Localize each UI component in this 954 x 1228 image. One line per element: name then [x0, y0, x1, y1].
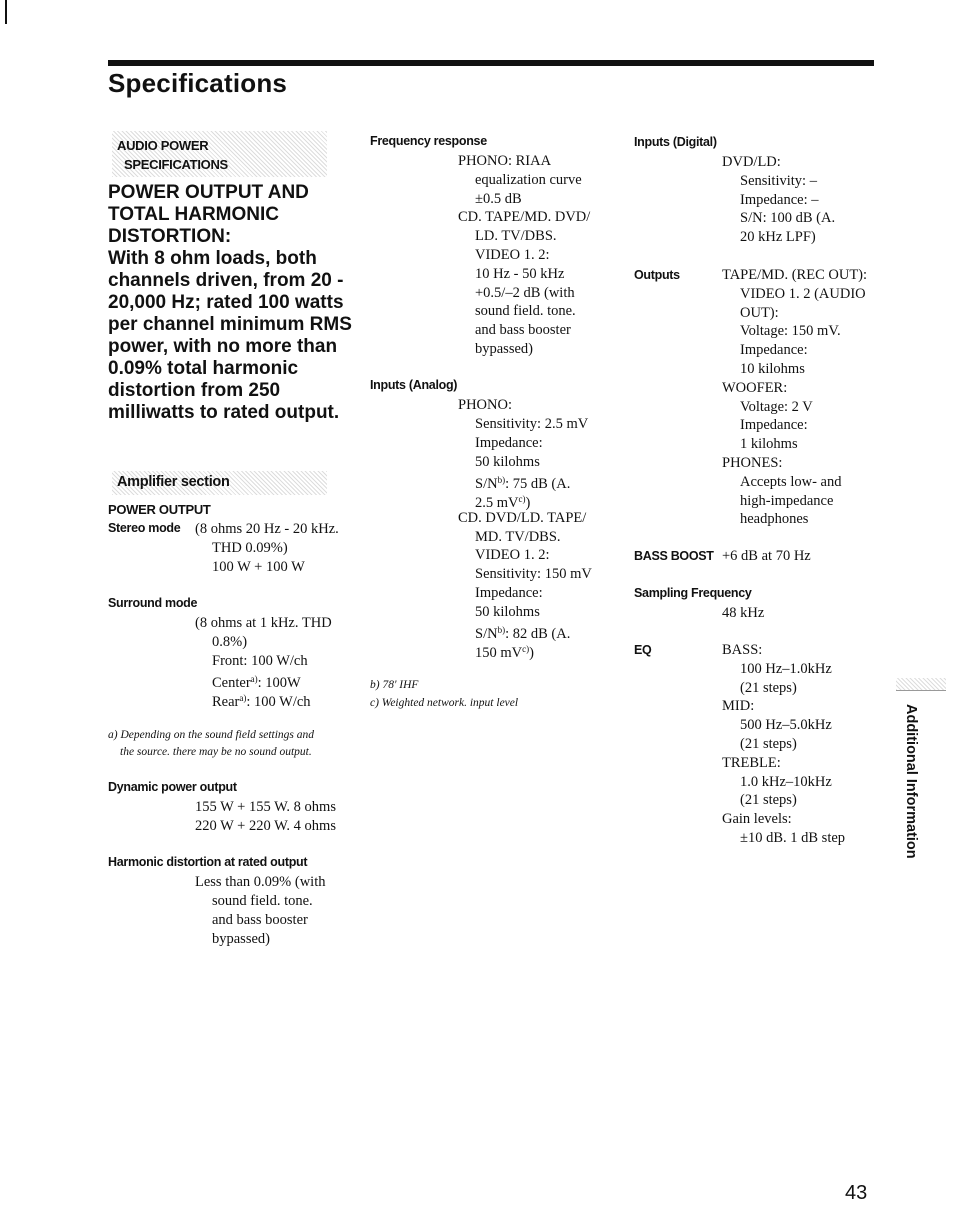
eq-values — [722, 641, 845, 848]
frequency-response-label: Frequency response — [370, 134, 487, 148]
spec-line: high-impedance — [740, 492, 834, 509]
side-tab-marker — [896, 678, 946, 691]
phono-label: PHONO: — [458, 397, 512, 413]
footnote-ref-a: a) — [239, 693, 247, 703]
dynamic-power-1: 155 W + 155 W. 8 ohms — [195, 799, 336, 815]
footnote-a-1: a) Depending on the sound field settings and — [108, 729, 315, 741]
phono-sn-value: : 75 dB (A. — [505, 476, 571, 492]
spec-line: VIDEO 1. 2: — [475, 246, 550, 263]
statement-line: milliwatts to rated output. — [108, 402, 340, 423]
spec-line: +0.5/–2 dB (with — [475, 284, 575, 301]
spec-line: TAPE/MD. (REC OUT): — [722, 267, 868, 283]
spec-line: Gain levels: — [722, 811, 792, 828]
spec-line: (21 steps) — [740, 735, 797, 752]
cd-sn-level — [475, 640, 534, 663]
harmonic-3: and bass booster — [212, 912, 308, 928]
cd-line-1: CD. DVD/LD. TAPE/ — [458, 510, 587, 526]
spec-line: 1 kilohms — [740, 436, 798, 453]
spec-line: bypassed) — [475, 340, 533, 357]
sampling-frequency-value: 48 kHz — [722, 605, 765, 621]
stereo-value-1: (8 ohms 20 Hz - 20 kHz. — [195, 521, 339, 537]
spec-line: (21 steps) — [740, 679, 797, 696]
spec-line: ±0.5 dB — [475, 190, 522, 207]
spec-line: Impedance: – — [740, 191, 819, 208]
surround-value-2: 0.8%) — [212, 634, 248, 650]
spec-line: headphones — [740, 511, 809, 528]
cd-sensitivity: Sensitivity: 150 mV — [475, 566, 592, 582]
dynamic-power-label: Dynamic power output — [108, 780, 237, 794]
statement-line: channels driven, from 20 - — [108, 270, 344, 291]
statement-line: distortion from 250 — [108, 380, 281, 401]
spec-line: Voltage: 2 V — [740, 398, 813, 415]
audio-power-heading: AUDIO POWER — [117, 138, 209, 153]
phono-sensitivity: Sensitivity: 2.5 mV — [475, 416, 589, 432]
dynamic-power-2: 220 W + 220 W. 4 ohms — [195, 818, 336, 834]
spec-line: 10 kilohms — [740, 360, 805, 377]
cd-line-2: MD. TV/DBS. — [475, 529, 561, 545]
spec-line: PHONES: — [722, 454, 783, 471]
cd-kilohms: 50 kilohms — [475, 604, 540, 620]
spec-line: and bass booster — [475, 322, 571, 339]
spec-line: 10 Hz - 50 kHz — [475, 265, 565, 282]
spec-line: equalization curve — [475, 171, 582, 188]
inputs-digital-label: Inputs (Digital) — [634, 135, 717, 149]
cd-sn-level-value: 150 mV — [475, 645, 523, 661]
cd-sn-value: : 82 dB (A. — [505, 626, 571, 642]
footnote-c: c) Weighted network. input level — [370, 697, 519, 709]
outputs-label: Outputs — [634, 268, 680, 282]
spec-line: S/N: 100 dB (A. — [740, 210, 836, 227]
statement-line: TOTAL HARMONIC — [108, 204, 279, 225]
bass-boost-label: BASS BOOST — [634, 549, 714, 563]
spec-line: 1.0 kHz–10kHz — [740, 773, 832, 790]
phono-impedance: Impedance: — [475, 435, 543, 451]
spec-line: (21 steps) — [740, 792, 797, 809]
statement-line: 20,000 Hz; rated 100 watts — [108, 292, 344, 313]
stereo-mode-label: Stereo mode — [108, 521, 181, 535]
sn-label: S/N — [475, 626, 498, 642]
harmonic-distortion-label: Harmonic distortion at rated output — [108, 855, 308, 869]
spec-line: WOOFER: — [722, 379, 788, 396]
surround-mode-label: Surround mode — [108, 596, 198, 610]
side-tab-label: Additional Information — [903, 704, 919, 859]
amplifier-section-heading: Amplifier section — [117, 474, 230, 490]
spec-line: ±10 dB. 1 dB step — [740, 829, 846, 846]
stereo-value-2: THD 0.09%) — [212, 540, 288, 556]
frequency-response-values — [458, 152, 590, 359]
header-rule — [108, 60, 874, 66]
sampling-frequency-label: Sampling Frequency — [634, 586, 752, 600]
spec-line: OUT): — [740, 304, 779, 321]
close-paren: ) — [529, 645, 534, 661]
cd-line-3: VIDEO 1. 2: — [475, 547, 550, 563]
statement-line: power, with no more than — [108, 336, 338, 357]
eq-label: EQ — [634, 643, 652, 657]
spec-line: LD. TV/DBS. — [475, 228, 557, 245]
edge-mark — [5, 0, 7, 24]
spec-line: Impedance: — [740, 417, 808, 434]
center-value: : 100W — [257, 675, 301, 691]
footnote-ref-b: b) — [497, 475, 506, 485]
power-output-statement — [108, 182, 352, 424]
close-paren: ) — [525, 495, 531, 511]
footnote-a-2: the source. there may be no sound output. — [120, 746, 312, 758]
statement-line: 0.09% total harmonic — [108, 358, 299, 379]
statement-line: DISTORTION: — [108, 226, 232, 247]
spec-line: Impedance: — [740, 342, 808, 359]
inputs-analog-label: Inputs (Analog) — [370, 378, 458, 392]
harmonic-1: Less than 0.09% (with — [195, 874, 326, 890]
bass-boost-value: +6 dB at 70 Hz — [722, 548, 811, 564]
spec-line: VIDEO 1. 2 (AUDIO — [740, 285, 866, 302]
page-number: 43 — [845, 1182, 868, 1204]
inputs-digital-values — [722, 153, 835, 247]
statement-line: per channel minimum RMS — [108, 314, 352, 335]
rear-label: Rear — [212, 694, 240, 710]
phono-sn-level-value: 2.5 mV — [475, 495, 519, 511]
spec-line: BASS: — [722, 642, 763, 658]
footnote-b: b) 78' IHF — [370, 679, 419, 691]
spec-line: PHONO: RIAA — [458, 153, 552, 169]
footnote-ref-b: b) — [497, 625, 506, 635]
spec-line: 500 Hz–5.0kHz — [740, 717, 832, 734]
surround-rear — [212, 689, 311, 712]
power-output-heading: POWER OUTPUT — [108, 502, 211, 517]
rear-value: : 100 W/ch — [246, 694, 311, 710]
cd-impedance: Impedance: — [475, 585, 543, 601]
statement-line: POWER OUTPUT AND — [108, 182, 309, 203]
spec-line: 100 Hz–1.0kHz — [740, 660, 832, 677]
outputs-values — [722, 266, 867, 529]
spec-line: Accepts low- and — [740, 473, 842, 490]
audio-power-heading-2: SPECIFICATIONS — [124, 157, 228, 172]
footnote-ref-c: c) — [518, 494, 526, 504]
spec-line: MID: — [722, 698, 755, 715]
spec-line: TREBLE: — [722, 754, 781, 771]
footnote-ref-a: a) — [250, 674, 258, 684]
harmonic-2: sound field. tone. — [212, 893, 313, 909]
spec-line: 20 kHz LPF) — [740, 229, 816, 246]
surround-front: Front: 100 W/ch — [212, 653, 308, 669]
statement-line: With 8 ohm loads, both — [108, 248, 317, 269]
surround-value-1: (8 ohms at 1 kHz. THD — [195, 615, 332, 631]
phono-kilohms: 50 kilohms — [475, 454, 540, 470]
sn-label: S/N — [475, 476, 498, 492]
spec-line: sound field. tone. — [475, 303, 576, 320]
spec-line: Sensitivity: – — [740, 172, 817, 189]
stereo-value-3: 100 W + 100 W — [212, 559, 305, 575]
page-title: Specifications — [108, 68, 288, 98]
harmonic-4: bypassed) — [212, 931, 270, 947]
spec-line: CD. TAPE/MD. DVD/ — [458, 209, 591, 226]
spec-line: Voltage: 150 mV. — [740, 323, 841, 340]
spec-line: DVD/LD: — [722, 154, 781, 170]
footnote-ref-c: c) — [522, 644, 530, 654]
center-label: Center — [212, 675, 251, 691]
